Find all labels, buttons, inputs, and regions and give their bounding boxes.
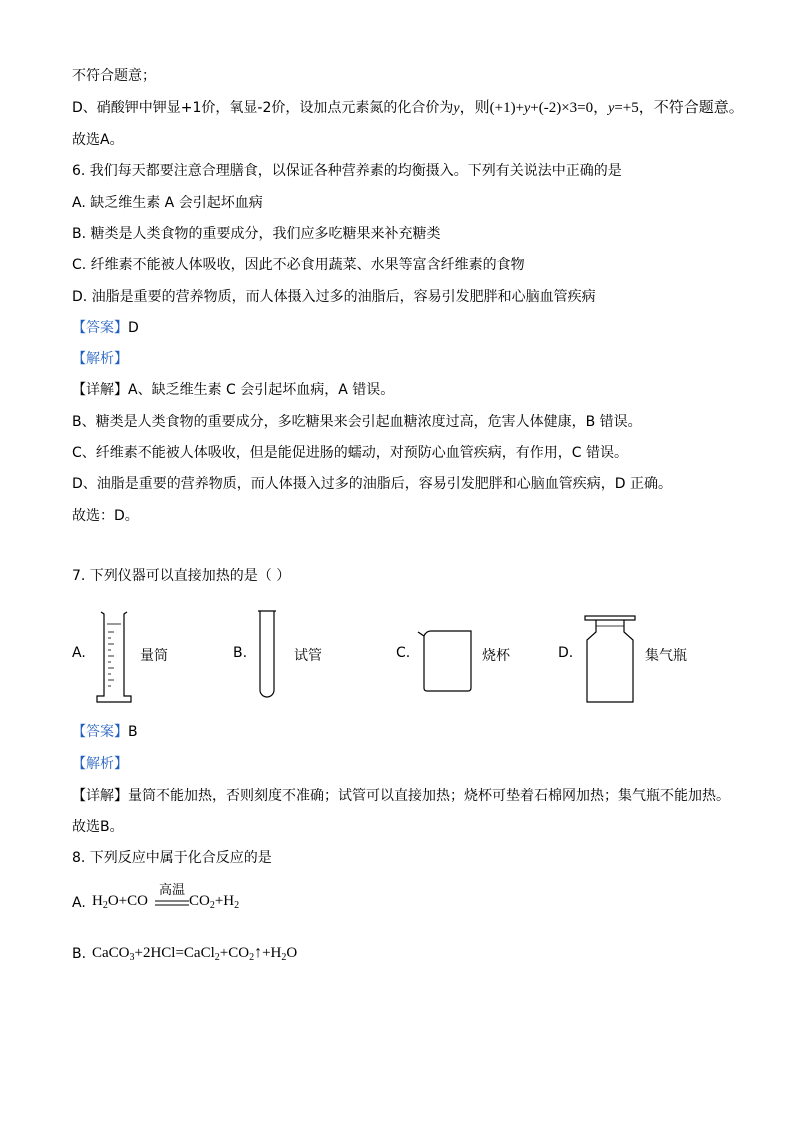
q8-option-a-letter: A. xyxy=(72,895,86,911)
q6-option-d: D. 油脂是重要的营养物质，而人体摄入过多的油脂后，容易引发肥胖和心脑血管疾病 xyxy=(72,289,596,305)
q6-detail-c: C、纤维素不能被人体吸收，但是能促进肠的蠕动，对预防心血管疾病，有作用，C 错误。 xyxy=(72,445,628,461)
q7-option-b-letter: B. xyxy=(233,645,248,661)
q7-answer: 【答案】B xyxy=(72,724,138,740)
beaker-icon xyxy=(416,628,476,694)
q7-analysis-label: 【解析】 xyxy=(72,756,128,772)
q7-option-c-name: 烧杯 xyxy=(482,648,510,664)
prev-conclusion: 故选A。 xyxy=(72,132,124,148)
q6-option-b: B. 糖类是人类食物的重要成分，我们应多吃糖果来补充糖类 xyxy=(72,226,441,242)
equals-sign-icon xyxy=(155,900,189,908)
q8-stem: 8. 下列反应中属于化合反应的是 xyxy=(72,850,272,866)
q7-option-d-name: 集气瓶 xyxy=(645,648,687,664)
q7-option-c-letter: C. xyxy=(396,645,411,661)
q8-option-a-left: $H_2O+CO$ xyxy=(92,893,148,911)
q6-analysis-label: 【解析】 xyxy=(72,351,128,367)
prev-line-1: 不符合题意； xyxy=(72,68,156,84)
q6-stem: 6. 我们每天都要注意合理膳食，以保证各种营养素的均衡摄入。下列有关说法中正确的是 xyxy=(72,163,622,179)
q7-option-a-letter: A. xyxy=(72,645,86,661)
q7-conclusion: 故选B。 xyxy=(72,819,124,835)
graduated-cylinder-icon xyxy=(94,610,134,706)
q7-option-a-name: 量筒 xyxy=(140,648,168,664)
q7-option-b-name: 试管 xyxy=(294,648,322,664)
gas-jar-icon xyxy=(582,614,638,706)
q6-answer: 【答案】D xyxy=(72,320,139,336)
q8-option-b-equation: $CaCO_3+2HCl=CaCl_2+CO_2↑+H_2O$ xyxy=(92,944,298,963)
q6-option-c: C. 纤维素不能被人体吸收，因此不必食用蔬菜、水果等富含纤维素的食物 xyxy=(72,257,525,273)
q6-detail-d: D、油脂是重要的营养物质，而人体摄入过多的油脂后，容易引发肥胖和心脑血管疾病，D 正确。 xyxy=(72,476,673,492)
q8-option-a-condition: 高温 xyxy=(158,883,185,898)
q7-stem: 7. 下列仪器可以直接加热的是（ ） xyxy=(72,568,291,584)
q8-option-a-right: $CO_2+H_2$ xyxy=(189,893,240,911)
test-tube-icon xyxy=(254,608,280,702)
up-arrow-icon: ↑ xyxy=(254,944,263,961)
q7-option-d-letter: D. xyxy=(558,645,574,661)
q8-option-b-letter: B. xyxy=(72,946,87,962)
prev-option-d: D、硝酸钾中钾显+1价，氧显-2价，设加点元素氮的化合价为y，则(+1)+y+(-2)×3=0，y=+5，不符合题意。 xyxy=(72,100,744,116)
q7-detail: 【详解】量筒不能加热，否则刻度不准确；试管可以直接加热；烧杯可垫着石棉网加热；集气瓶不能加热。 xyxy=(72,788,730,804)
q6-detail-b: B、糖类是人类食物的重要成分，多吃糖果来会引起血糖浓度过高，危害人体健康，B 错误。 xyxy=(72,414,642,430)
q6-conclusion: 故选：D。 xyxy=(72,508,139,524)
q6-detail-a: 【详解】A、缺乏维生素 C 会引起坏血病，A 错误。 xyxy=(72,382,395,398)
q6-option-a: A. 缺乏维生素 A 会引起坏血病 xyxy=(72,195,263,211)
